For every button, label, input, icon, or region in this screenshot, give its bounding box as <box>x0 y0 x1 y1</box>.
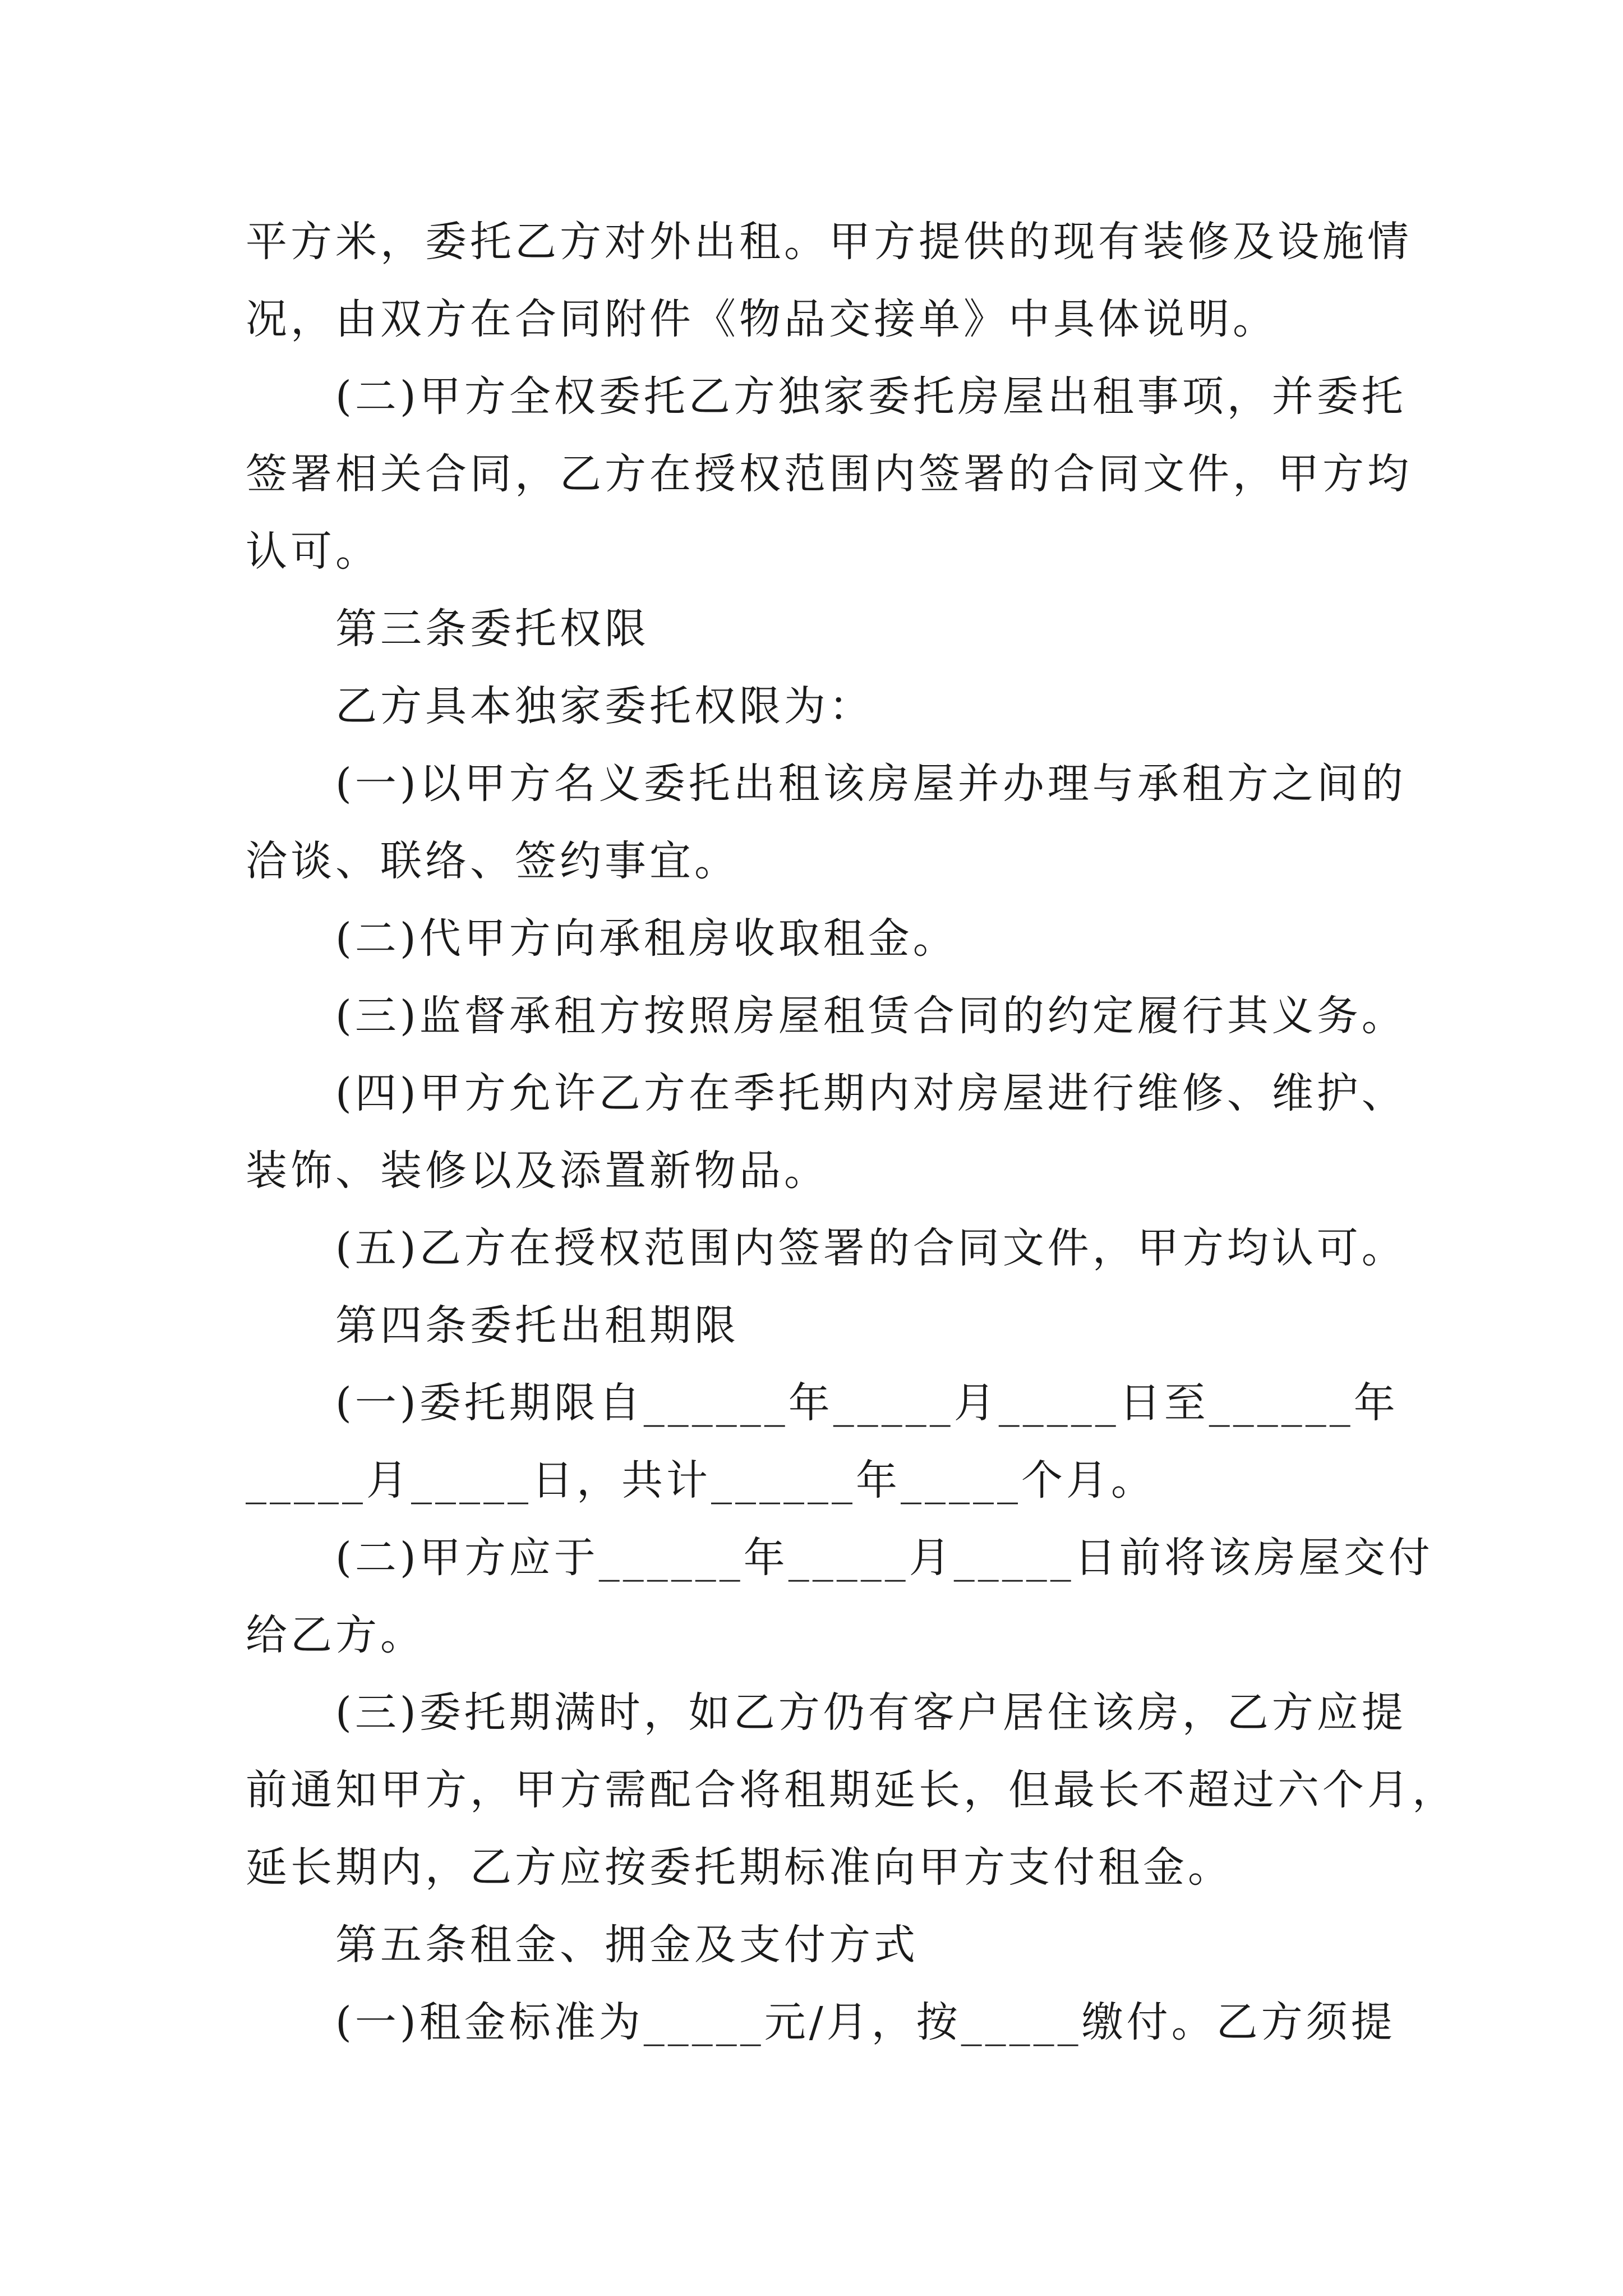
text-line: 第三条委托权限 <box>335 605 649 653</box>
text-line: 况，由双方在合同附件《物品交接单》中具体说明。 <box>246 295 1278 343</box>
text-line: (一)租金标准为_____元/月，按_____缴付。乙方须提 <box>335 1998 1396 2046</box>
text-line: 第五条租金、拥金及支付方式 <box>335 1921 919 1969</box>
text-line: 前通知甲方，甲方需配合将租期延长，但最长不超过六个月， <box>246 1766 1457 1814</box>
text-line: (二)甲方全权委托乙方独家委托房屋出租事项，并委托 <box>335 372 1407 421</box>
text-line: 签署相关合同，乙方在授权范围内签署的合同文件，甲方均 <box>246 450 1412 498</box>
text-line: 给乙方。 <box>246 1611 425 1659</box>
text-line: (五)乙方在授权范围内签署的合同文件，甲方均认可。 <box>335 1224 1407 1272</box>
text-line: (三)委托期满时，如乙方仍有客户居住该房，乙方应提 <box>335 1688 1407 1737</box>
text-line: 第四条委托出租期限 <box>335 1301 739 1350</box>
text-line: (一)以甲方名义委托出租该房屋并办理与承租方之间的 <box>335 760 1407 808</box>
text-line: 装饰、装修以及添置新物品。 <box>246 1147 829 1195</box>
document-body <box>246 203 1457 2061</box>
text-line: _____月_____日，共计______年_____个月。 <box>246 1456 1156 1504</box>
text-line: 延长期内，乙方应按委托期标准向甲方支付租金。 <box>246 1843 1233 1892</box>
text-line: (一)委托期限自______年_____月_____日至______年 <box>335 1379 1399 1427</box>
text-line: (二)甲方应于______年_____月_____日前将该房屋交付 <box>335 1534 1433 1582</box>
text-line: 洽谈、联络、签约事宜。 <box>246 837 739 885</box>
text-line: (二)代甲方向承租房收取租金。 <box>335 914 958 963</box>
text-line: (四)甲方允许乙方在季托期内对房屋进行维修、维护、 <box>335 1069 1407 1117</box>
text-line: (三)监督承租方按照房屋租赁合同的约定履行其义务。 <box>335 992 1407 1040</box>
text-line: 乙方具本独家委托权限为： <box>335 682 874 730</box>
text-line: 认可。 <box>246 527 380 576</box>
text-line: 平方米，委托乙方对外出租。甲方提供的现有装修及设施情 <box>246 218 1412 266</box>
